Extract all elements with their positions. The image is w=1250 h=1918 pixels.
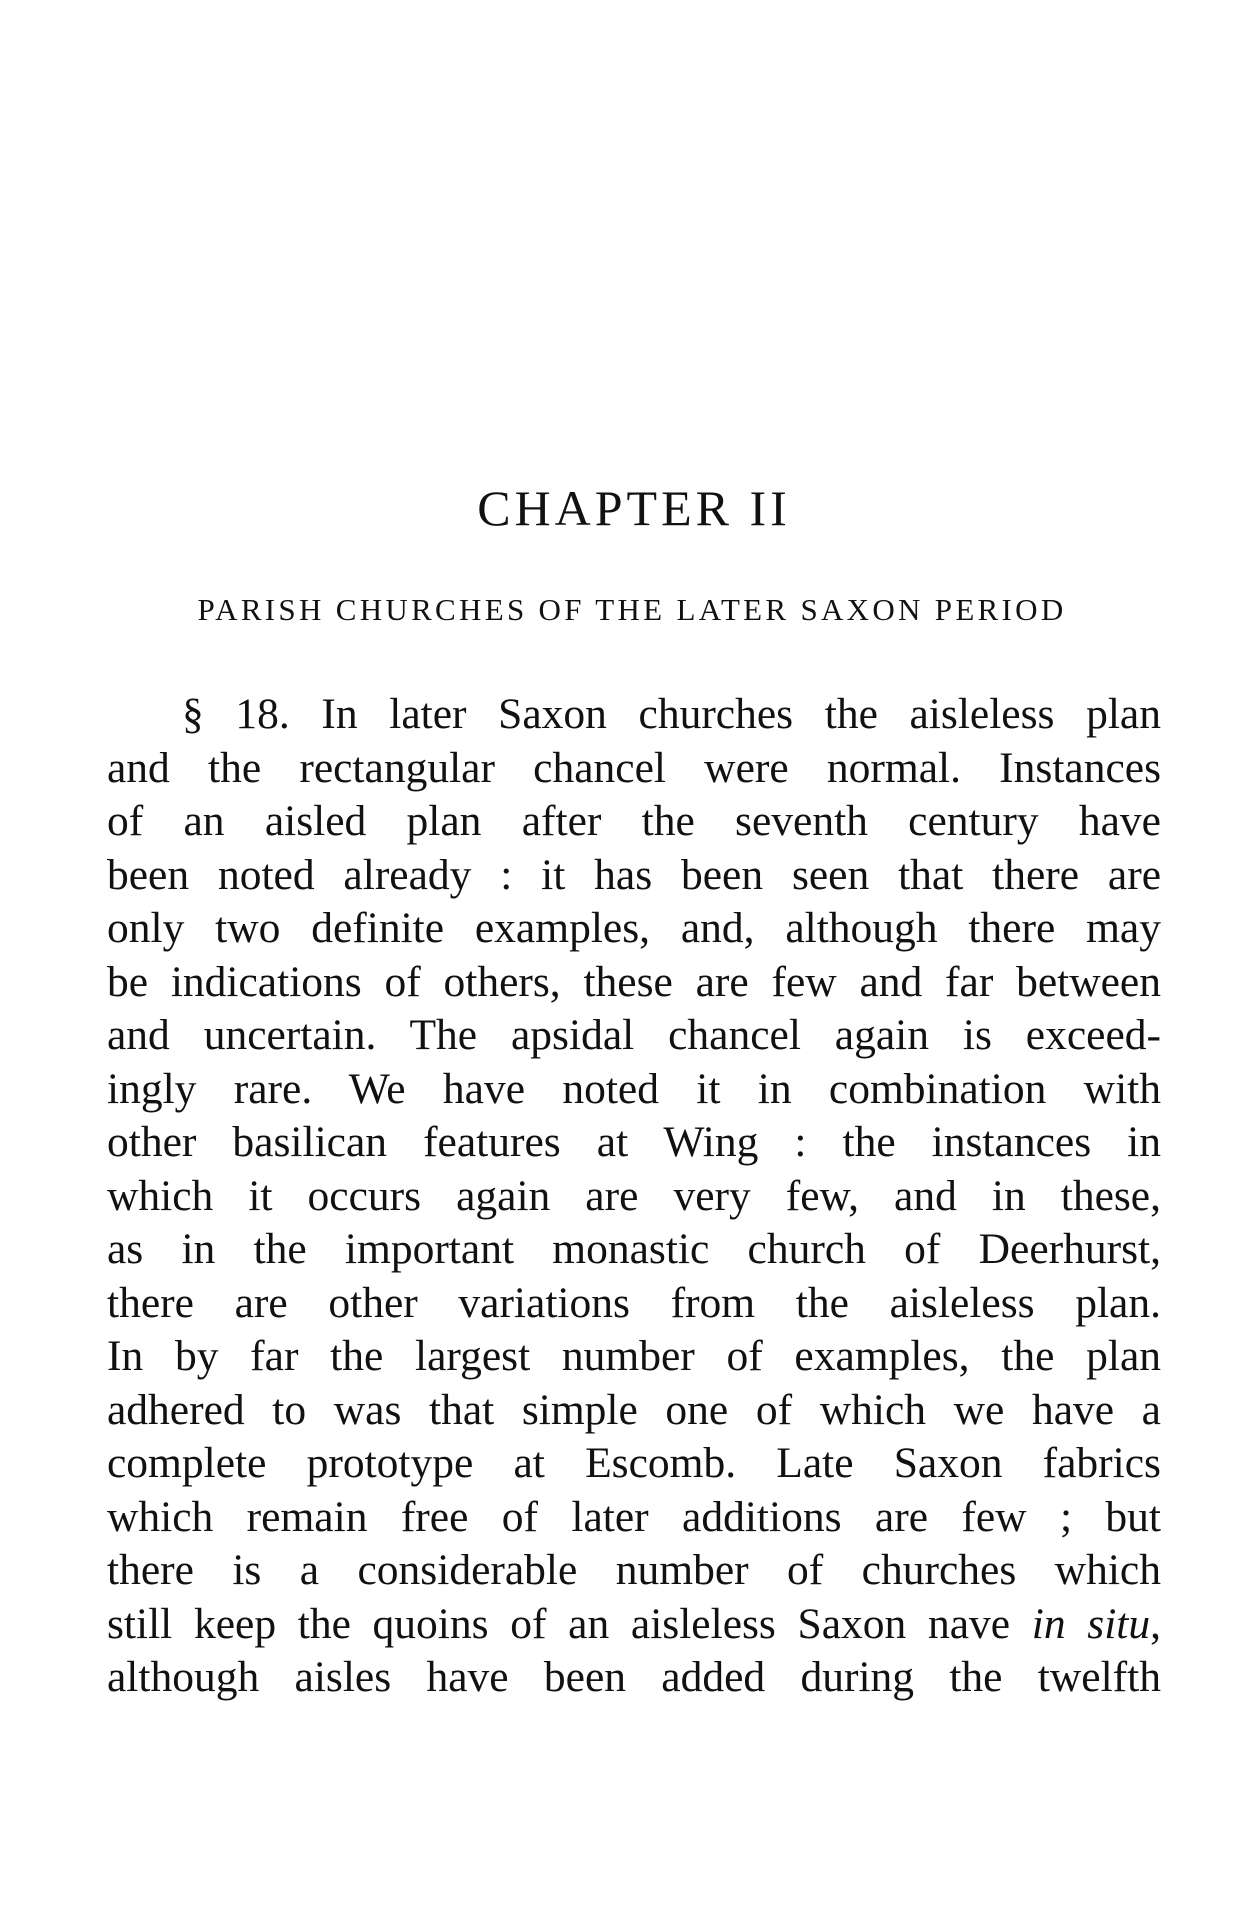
text-line: been noted already : it has been seen that there are [107,850,1161,899]
text-line: be indications of others, these are few and far between [107,957,1161,1006]
text-line: In by far the largest number of examples, the plan [107,1332,1161,1380]
text-line-with-italic [107,1598,1161,1652]
text-line-part: , [1150,1599,1162,1648]
text-line: complete prototype at Escomb. Late Saxon fabrics [107,1439,1161,1487]
text-line: adhered to was that simple one of which we have a [107,1385,1161,1434]
text-line: and uncertain. The apsidal chancel again is exceed- [107,1011,1161,1059]
text-line: other basilican features at Wing : the instances in [107,1118,1161,1166]
text-line: of an aisled plan after the seventh century have [107,797,1161,845]
text-line: although aisles have been added during the twelfth [107,1653,1161,1701]
text-line: which remain free of later additions are few ; but [107,1492,1161,1541]
text-line: ingly rare. We have noted it in combination with [107,1064,1161,1113]
text-line: only two definite examples, and, although there may [107,904,1161,952]
text-line: as in the important monastic church of Deerhurst, [107,1225,1161,1273]
text-line: which it occurs again are very few, and in these, [107,1171,1161,1220]
text-line: there are other variations from the aisleless plan. [107,1278,1161,1327]
text-line-part: still keep the quoins of an aisleless Saxon nave [107,1599,1011,1648]
text-line: § 18. In later Saxon churches the aisleless plan [182,690,1161,738]
chapter-heading: CHAPTER II [477,480,791,536]
body-paragraph [107,688,1161,1705]
italic-phrase: in situ [1031,1599,1151,1648]
chapter-subtitle: PARISH CHURCHES OF THE LATER SAXON PERIOD [197,592,1067,627]
text-line: there is a considerable number of churches which [107,1546,1161,1594]
text-line: and the rectangular chancel were normal. Instances [107,743,1161,792]
